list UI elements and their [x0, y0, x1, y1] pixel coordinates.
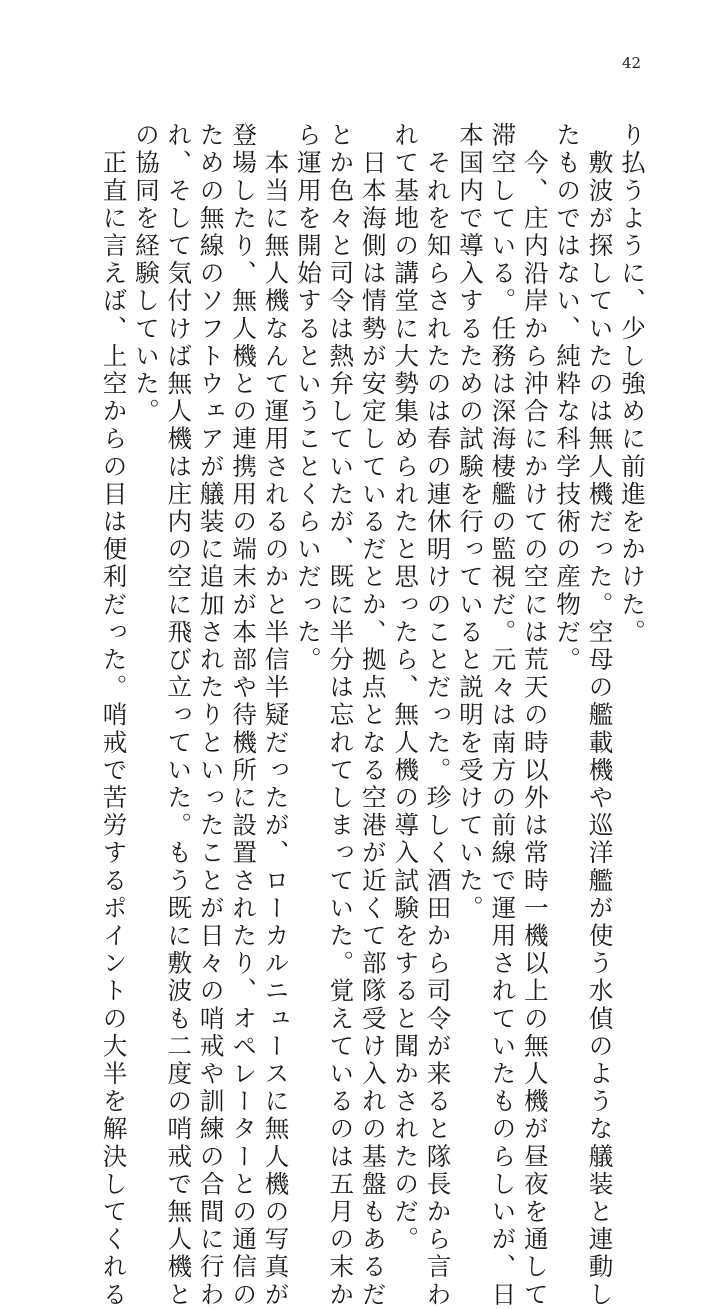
text-line: それを知らされたのは春の連休明けのことだった。珍しく酒田から司令が来ると隊長から言わ: [423, 122, 453, 1309]
text-line: ための無線のソフトウェアが艤装に追加されたりといったことが日々の哨戒や訓練の合間に行わ: [196, 122, 226, 1309]
text-line: れ、そして気付けば無人機は庄内の空に飛び立っていた。もう既に敷波も二度の哨戒で無人機と: [164, 122, 194, 1309]
text-line: 登場したり、無人機との連携用の端末が本部や待機所に設置されたり、オペレーターとの通信の: [229, 122, 259, 1309]
text-line: 日本海側は情勢が安定しているだとか、拠点となる空港が近くて部隊受け入れの基盤もあるだ: [358, 122, 388, 1309]
text-line: 正直に言えば、上空からの目は便利だった。哨戒で苦労するポイントの大半を解決してくれる: [99, 122, 129, 1309]
text-line: 敷波が探していたのは無人機だった。空母の艦載機や巡洋艦が使う水偵のような艤装と連動し: [585, 122, 615, 1309]
text-line: とか色々と司令は熱弁していたが、既に半分は忘れてしまっていた。覚えているのは五月の末か: [326, 122, 356, 1309]
text-line: り払うように、少し強めに前進をかけた。: [618, 122, 647, 647]
text-line: ら運用を開始するということくらいだった。: [293, 122, 323, 674]
text-line: 今、庄内沿岸から沖合にかけての空には荒天の時以外は常時一機以上の無人機が昼夜を通して: [520, 122, 550, 1309]
text-line: の協同を経験していた。: [131, 122, 161, 426]
page-number: 42: [622, 54, 642, 72]
text-line: たものではない、純粋な科学技術の産物だ。: [553, 122, 583, 674]
vertical-text-body: [97, 122, 648, 1309]
text-line: れて基地の講堂に大勢集められたと思ったら、無人機の導入試験をすると聞かされたのだ。: [391, 122, 421, 1254]
text-line: 本国内で導入するための試験を行っていると説明を受けていた。: [455, 122, 485, 923]
text-line: 滞空している。任務は深海棲艦の監視だ。元々は南方の前線で運用されていたものらしいが、日: [488, 122, 518, 1309]
text-line: 本当に無人機なんて運用されるのかと半信半疑だったが、ローカルニュースに無人機の写真が: [261, 122, 291, 1309]
